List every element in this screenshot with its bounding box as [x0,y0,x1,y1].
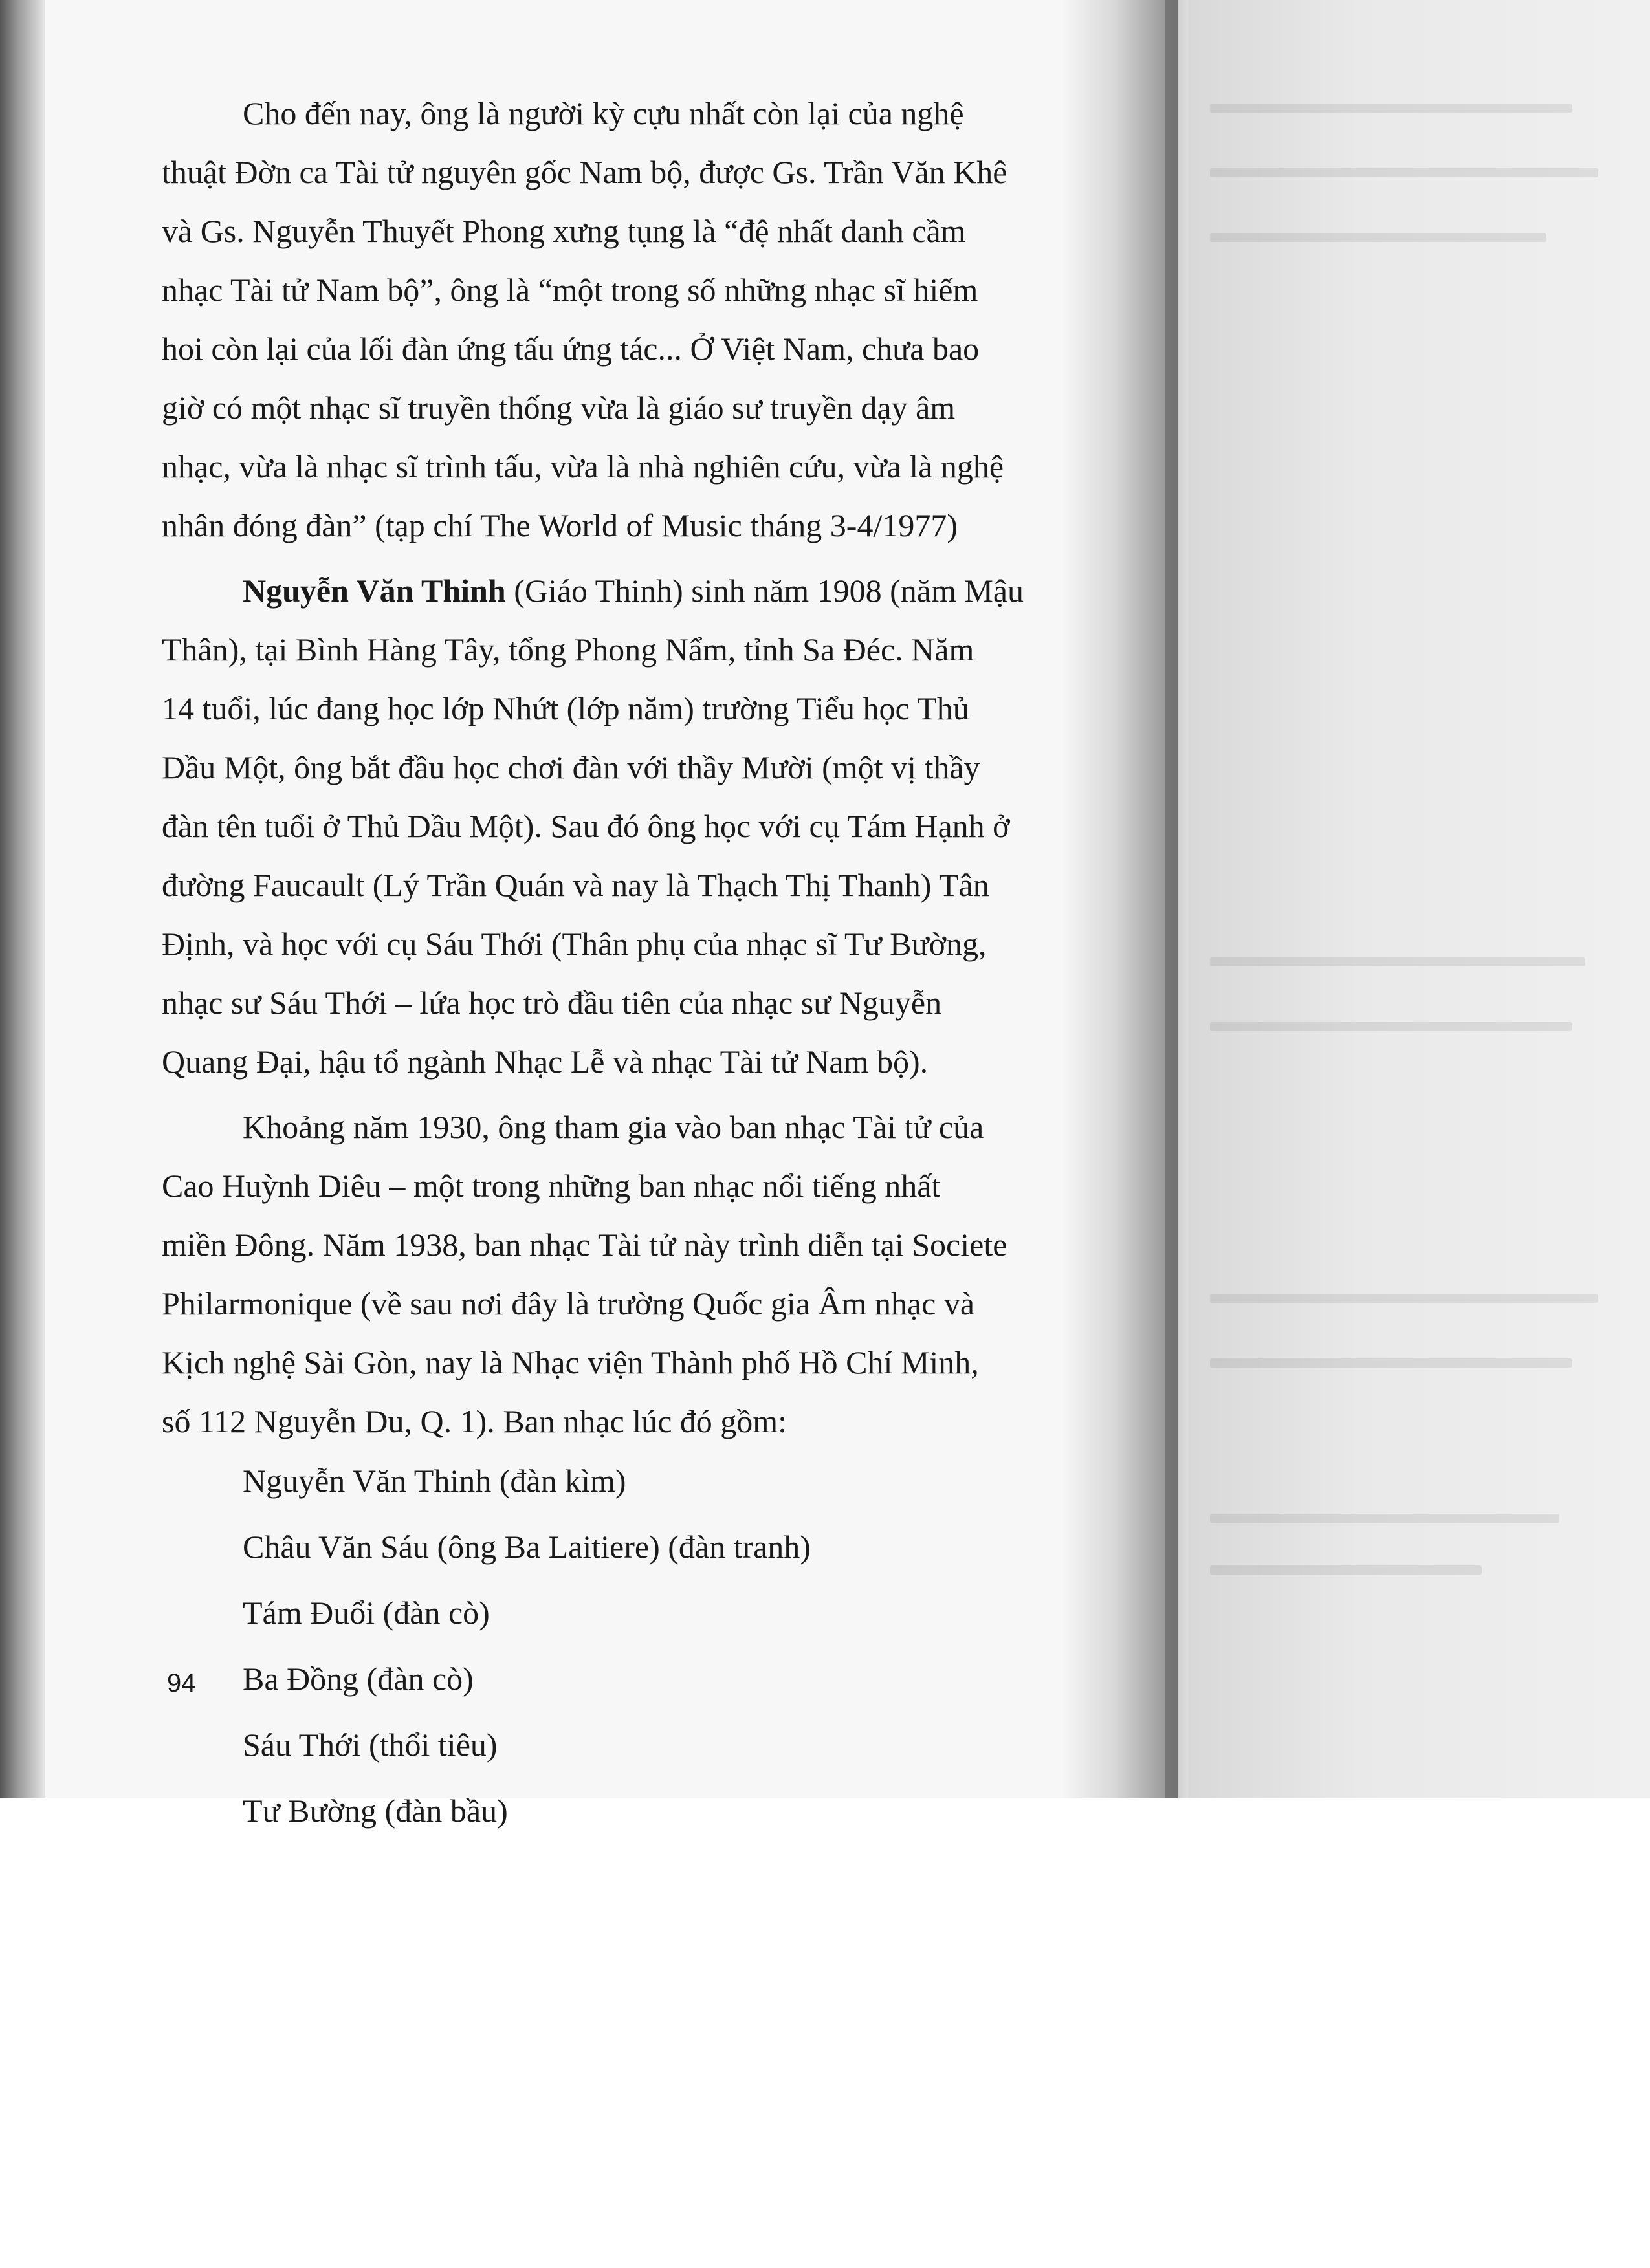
show-through-line [1210,168,1598,177]
band-member: Nguyễn Văn Thinh (đàn kìm) [243,1463,626,1499]
band-member-list [162,1451,1145,1840]
page-number: 94 [167,1669,196,1697]
paragraph-biography [162,562,1145,1091]
show-through-line [1210,1294,1598,1303]
person-name: Nguyễn Văn Thinh [243,572,506,609]
show-through-line [1210,1358,1572,1368]
show-through-line [1210,957,1585,966]
show-through-line [1210,1514,1559,1523]
adjacent-page [1165,0,1650,1798]
show-through-line [1210,1022,1572,1031]
paragraph-band: Khoảng năm 1930, ông tham gia vào ban nhạc Tài tử của Cao Huỳnh Diêu – một trong những ban nhạc nổi tiếng nhất miền Đông. Năm 1938, ban nhạc Tài tử này trình diễn tại Societe Philarmonique (về sau nơi đây là trường Quốc gia Âm nhạc và Kịch nghệ Sài Gòn, nay là Nhạc viện Thành phố Hồ Chí Minh, số 112 Nguyễn Du, Q. 1). Ban nhạc lúc đó gồm: [162,1109,1007,1439]
scan-left-edge [0,0,45,1798]
band-member: Tư Bường (đàn bầu) [243,1793,508,1829]
body-text [162,84,1145,1847]
band-member: Tám Đuổi (đàn cò) [243,1595,490,1631]
show-through-line [1210,1565,1482,1575]
show-through-line [1210,233,1546,242]
band-member: Châu Văn Sáu (ông Ba Laitiere) (đàn tranh) [243,1529,811,1565]
show-through-line [1210,104,1572,113]
band-member: Sáu Thới (thổi tiêu) [243,1727,498,1763]
paragraph-intro: Cho đến nay, ông là người kỳ cựu nhất còn lại của nghệ thuật Đờn ca Tài tử nguyên gốc Nam bộ, được Gs. Trần Văn Khê và Gs. Nguyễn Thuyết Phong xưng tụng là “đệ nhất danh cầm nhạc Tài tử Nam bộ”, ông là “một trong số những nhạc sĩ hiếm hoi còn lại của lối đàn ứng tấu ứng tác... Ở Việt Nam, chưa bao giờ có một nhạc sĩ truyền thống vừa là giáo sư truyền dạy âm nhạc, vừa là nhạc sĩ trình tấu, vừa là nhà nghiên cứu, vừa là nghệ nhân đóng đàn” (tạp chí The World of Music tháng 3-4/1977) [162,95,1007,543]
band-member: Ba Đồng (đàn cò) [243,1661,474,1697]
gutter-shadow [1061,0,1178,1798]
paragraph-biography-text: (Giáo Thinh) sinh năm 1908 (năm Mậu Thân), tại Bình Hàng Tây, tổng Phong Nẩm, tỉnh Sa Đéc. Năm 14 tuổi, lúc đang học lớp Nhứt (lớp năm) trường Tiểu học Thủ Dầu Một, ông bắt đầu học chơi đàn với thầy Mười (một vị thầy đàn tên tuổi ở Thủ Dầu Một). Sau đó ông học với cụ Tám Hạnh ở đường Faucault (Lý Trần Quán và nay là Thạch Thị Thanh) Tân Định, và học với cụ Sáu Thới (Thân phụ của nhạc sĩ Tư Bường, nhạc sư Sáu Thới – lứa học trò đầu tiên của nhạc sư Nguyễn Quang Đại, hậu tổ ngành Nhạc Lễ và nhạc Tài tử Nam bộ). [162,572,1024,1080]
